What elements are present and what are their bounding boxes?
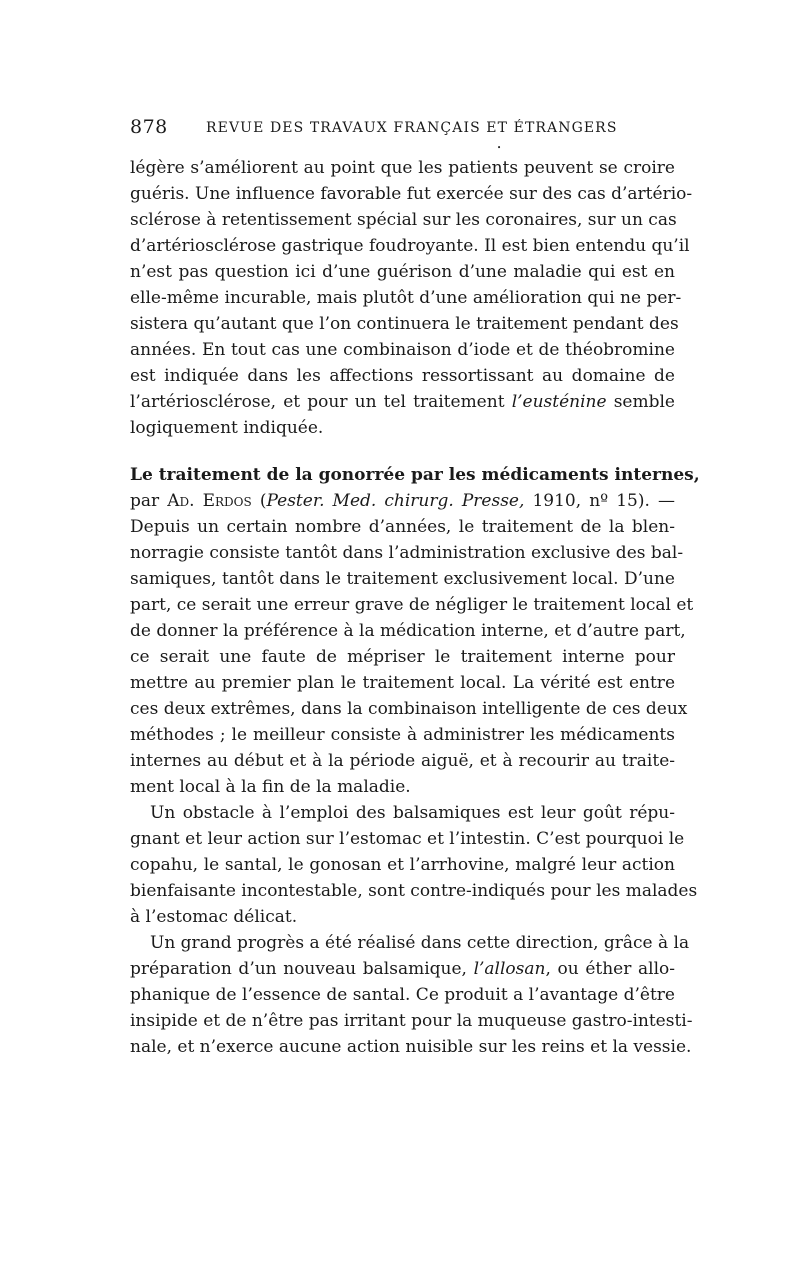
text-line: ces deux extrêmes, dans la combinaison intelligente de ces deux bbox=[130, 699, 688, 719]
italic-term: l’allosan bbox=[473, 959, 546, 979]
journal-source: Pester. Med. chirurg. Presse, bbox=[266, 491, 525, 511]
page-header bbox=[130, 116, 675, 152]
text-line: Depuis un certain nombre d’années, le traitement de la blen- bbox=[130, 517, 675, 537]
text-span: , ou éther allo- bbox=[545, 959, 675, 979]
text-line: phanique de l’essence de santal. Ce produit a l’avantage d’être bbox=[130, 985, 675, 1005]
text-line: ment local à la fin de la maladie. bbox=[130, 777, 411, 797]
text-line: insipide et de n’être pas irritant pour la muqueuse gastro-intesti- bbox=[130, 1011, 693, 1031]
text-line: samiques, tantôt dans le traitement exclusivement local. D’une bbox=[130, 569, 675, 589]
text-line: Un grand progrès a été réalisé dans cette direction, grâce à la bbox=[150, 933, 690, 953]
text-line: légère s’améliorent au point que les patients peuvent se croire bbox=[130, 158, 675, 178]
running-title: REVUE DES TRAVAUX FRANÇAIS ET ÉTRANGERS bbox=[206, 120, 618, 136]
text-span: semble bbox=[606, 392, 675, 412]
text-line: norragie consiste tantôt dans l’administration exclusive des bal- bbox=[130, 543, 684, 563]
text-line: sclérose à retentissement spécial sur les coronaires, sur un cas bbox=[130, 210, 677, 230]
text-line: Un obstacle à l’emploi des balsamiques est leur goût répu- bbox=[150, 803, 675, 823]
text-line: sistera qu’autant que l’on continuera le traitement pendant des bbox=[130, 314, 679, 334]
text-line: à l’estomac délicat. bbox=[130, 907, 298, 927]
text-line: mettre au premier plan le traitement local. La vérité est entre bbox=[130, 673, 675, 693]
printer-mark: • bbox=[497, 144, 502, 152]
byline-par: par bbox=[130, 491, 168, 511]
text-line: elle-même incurable, mais plutôt d’une amélioration qui ne per- bbox=[130, 288, 682, 308]
journal-year: 1910, nº 15). — bbox=[524, 491, 675, 511]
text-line: logiquement indiquée. bbox=[130, 418, 324, 438]
text-line: d’artériosclérose gastrique foudroyante. Il est bien entendu qu’il bbox=[130, 236, 690, 256]
text-span: préparation d’un nouveau balsamique, bbox=[130, 959, 474, 979]
text-line: de donner la préférence à la médication interne, et d’autre part, bbox=[130, 621, 686, 641]
author-name: Ad. Erdos bbox=[167, 491, 252, 511]
byline-sep: ( bbox=[251, 491, 267, 511]
italic-term: l’eusténine bbox=[511, 392, 607, 412]
text-line bbox=[130, 956, 675, 982]
text-line: ce serait une faute de mépriser le traitement interne pour bbox=[130, 647, 675, 667]
page-number: 878 bbox=[130, 116, 168, 138]
text-line: guéris. Une influence favorable fut exercée sur des cas d’artério- bbox=[130, 184, 693, 204]
text-line: gnant et leur action sur l’estomac et l’intestin. C’est pourquoi le bbox=[130, 829, 685, 849]
article-title: Le traitement de la gonorrée par les médicaments internes, bbox=[130, 465, 700, 485]
text-line: n’est pas question ici d’une guérison d’une maladie qui est en bbox=[130, 262, 675, 282]
text-line: nale, et n’exerce aucune action nuisible sur les reins et la vessie. bbox=[130, 1037, 692, 1057]
text-line: méthodes ; le meilleur consiste à administrer les médicaments bbox=[130, 725, 675, 745]
text-line bbox=[130, 389, 675, 415]
article-byline bbox=[130, 488, 675, 514]
text-line: années. En tout cas une combinaison d’iode et de théobromine bbox=[130, 340, 675, 360]
text-line: est indiquée dans les affections ressortissant au domaine de bbox=[130, 366, 675, 386]
text-line: copahu, le santal, le gonosan et l’arrhovine, malgré leur action bbox=[130, 855, 675, 875]
text-span: l’artériosclérose, et pour un tel traitement bbox=[130, 392, 512, 412]
text-line: internes au début et à la période aiguë, et à recourir au traite- bbox=[130, 751, 675, 771]
text-line: part, ce serait une erreur grave de négliger le traitement local et bbox=[130, 595, 694, 615]
text-line: bienfaisante incontestable, sont contre-indiqués pour les malades bbox=[130, 881, 698, 901]
